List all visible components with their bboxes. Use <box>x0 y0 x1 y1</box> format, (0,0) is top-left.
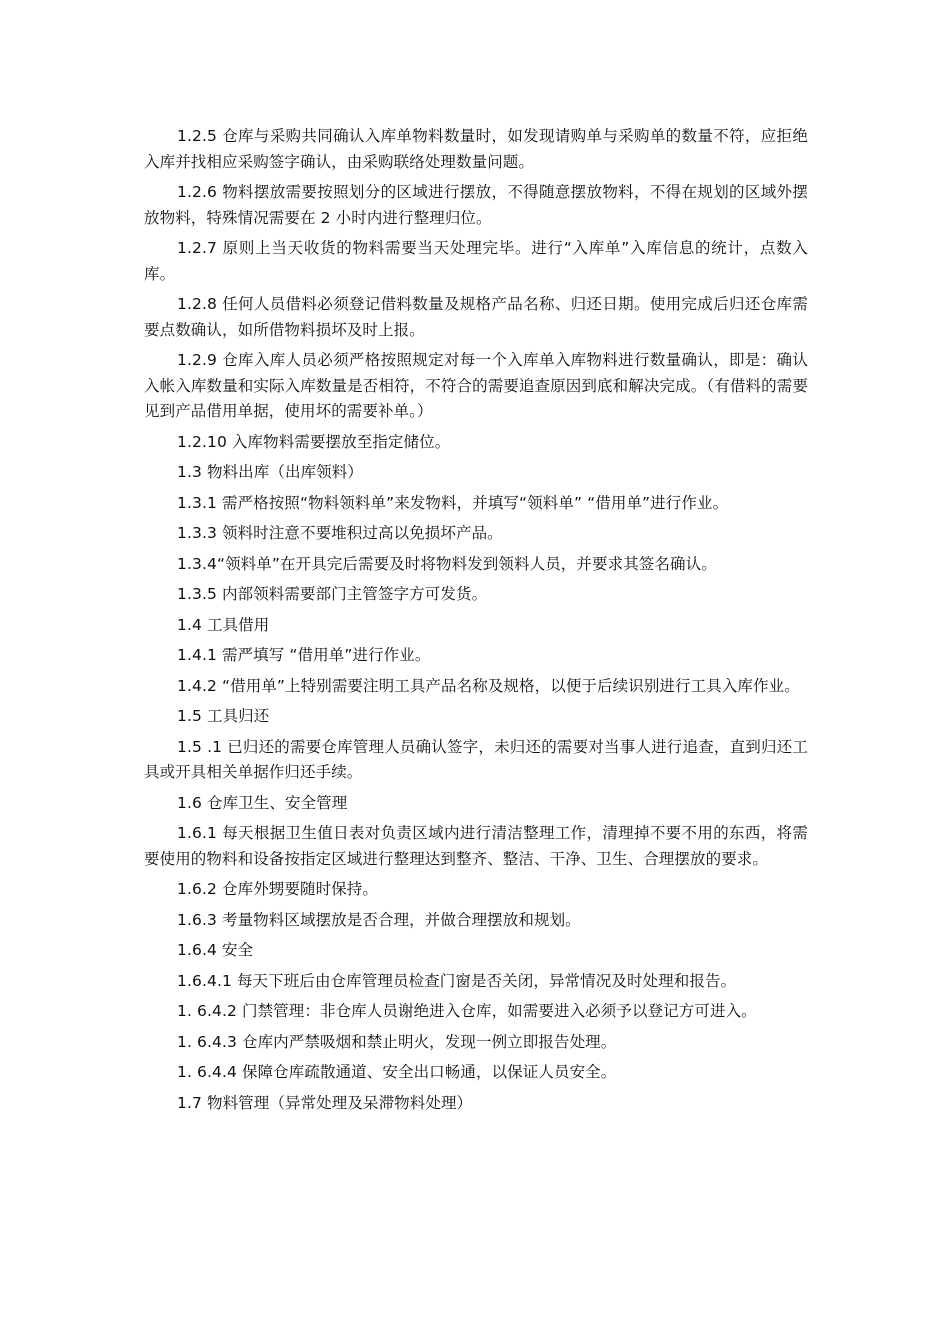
paragraph-1-5-1: 1.5 .1 已归还的需要仓库管理人员确认签字，未归还的需要对当事人进行追查，直到归还工具或开具相关单据作归还手续。 <box>144 737 808 781</box>
heading-1-7: 1.7 物料管理（异常处理及呆滞物料处理） <box>177 1093 473 1112</box>
heading-1-6: 1.6 仓库卫生、安全管理 <box>177 793 348 812</box>
paragraph-1-3-5: 1.3.5 内部领料需要部门主管签字方可发货。 <box>177 585 488 603</box>
paragraph-1-6-4-4: 1. 6.4.4 保障仓库疏散通道、安全出口畅通，以保证人员安全。 <box>177 1063 617 1081</box>
paragraph-1-4-1: 1.4.1 需严填写 “借用单”进行作业。 <box>177 646 431 664</box>
paragraph-1-2-8: 1.2.8 任何人员借料必须登记借料数量及规格产品名称、归还日期。使用完成后归还仓库需要点数确认，如所借物料损坏及时上报。 <box>144 295 808 339</box>
paragraph-1-3-1: 1.3.1 需严格按照“物料领料单”来发物料，并填写“领料单” “借用单”进行作业。 <box>177 493 729 512</box>
paragraph-1-2-5: 1.2.5 仓库与采购共同确认入库单物料数量时，如发现请购单与采购单的数量不符，应拒绝入库并找相应采购签字确认，由采购联络处理数量问题。 <box>144 127 808 171</box>
paragraph-1-3-4: 1.3.4“领料单”在开具完后需要及时将物料发到领料人员，并要求其签名确认。 <box>177 554 717 573</box>
paragraph-1-2-10: 1.2.10 入库物料需要摆放至指定储位。 <box>177 432 451 451</box>
heading-1-5: 1.5 工具归还 <box>177 707 270 725</box>
paragraph-1-6-4-2: 1. 6.4.2 门禁管理：非仓库人员谢绝进入仓库，如需要进入必须予以登记方可进入。 <box>177 1002 757 1020</box>
paragraph-1-6-4-3: 1. 6.4.3 仓库内严禁吸烟和禁止明火，发现一例立即报告处理。 <box>177 1032 617 1051</box>
paragraph-1-6-4-1: 1.6.4.1 每天下班后由仓库管理员检查门窗是否关闭，异常情况及时处理和报告。 <box>177 971 737 990</box>
paragraph-1-6-1: 1.6.1 每天根据卫生值日表对负责区域内进行清洁整理工作，清理掉不要不用的东西，将需要使用的物料和设备按指定区域进行整理达到整齐、整洁、干净、卫生、合理摆放的要求。 <box>144 824 808 868</box>
paragraph-1-2-9: 1.2.9 仓库入库人员必须严格按照规定对每一个入库单入库物料进行数量确认，即是：确认入帐入库数量和实际入库数量是否相符，不符合的需要追查原因到底和解决完成。（有借料的需要见到产品借用单据，使用坏的需要补单。） <box>144 351 808 420</box>
heading-1-4: 1.4 工具借用 <box>177 615 270 634</box>
heading-1-3: 1.3 物料出库（出库领料） <box>177 463 363 481</box>
heading-1-6-4: 1.6.4 安全 <box>177 941 254 959</box>
document-page <box>144 124 808 1121</box>
paragraph-1-6-2: 1.6.2 仓库外甥要随时保持。 <box>177 880 378 898</box>
paragraph-1-2-6: 1.2.6 物料摆放需要按照划分的区域进行摆放，不得随意摆放物料，不得在规划的区域外摆放物料，特殊情况需要在 2 小时内进行整理归位。 <box>144 183 808 227</box>
paragraph-1-4-2: 1.4.2 “借用单”上特别需要注明工具产品名称及规格，以便于后续识别进行工具入库作业。 <box>177 676 800 695</box>
paragraph-1-6-3: 1.6.3 考量物料区域摆放是否合理，并做合理摆放和规划。 <box>177 910 581 929</box>
paragraph-1-2-7: 1.2.7 原则上当天收货的物料需要当天处理完毕。进行“入库单”入库信息的统计，点数入库。 <box>144 239 808 283</box>
paragraph-1-3-3: 1.3.3 领料时注意不要堆积过高以免损坏产品。 <box>177 524 503 542</box>
